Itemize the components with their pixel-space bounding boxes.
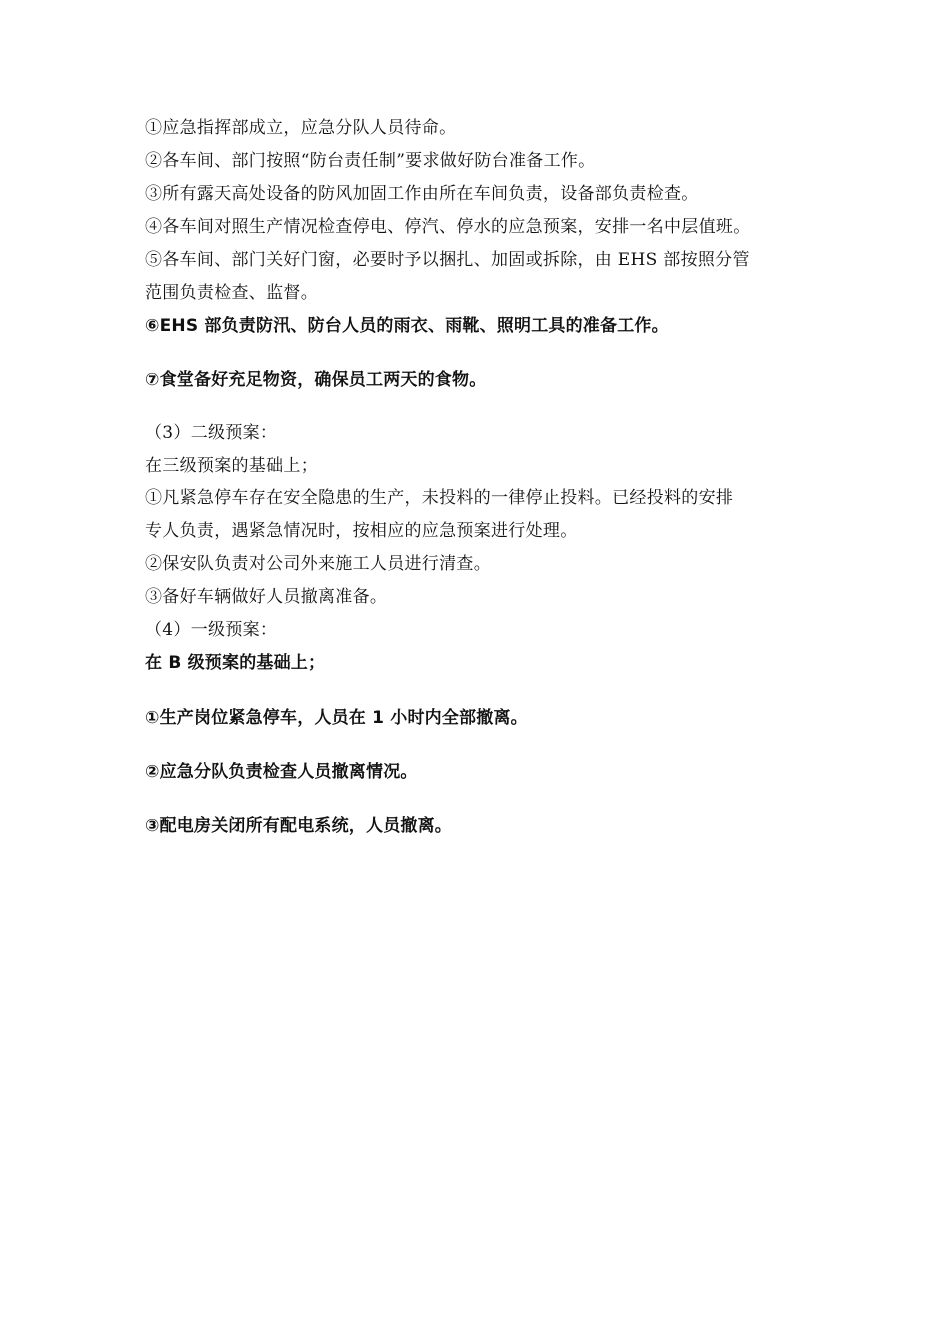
section-heading: （3）二级预案： xyxy=(145,423,278,443)
paragraph-line: ④各车间对照生产情况检查停电、停汽、停水的应急预案，安排一名中层值班。 xyxy=(145,217,751,237)
paragraph-line: ⑤各车间、部门关好门窗，必要时予以捆扎、加固或拆除，由 EHS 部按照分管 xyxy=(145,250,750,270)
paragraph-line: ⑦食堂备好充足物资，确保员工两天的食物。 xyxy=(145,370,487,390)
paragraph-line: ②应急分队负责检查人员撤离情况。 xyxy=(145,762,418,782)
paragraph-line: ①凡紧急停车存在安全隐患的生产，未投料的一律停止投料。已经投料的安排 xyxy=(145,488,734,508)
paragraph-line: ③配电房关闭所有配电系统，人员撤离。 xyxy=(145,816,452,836)
section-intro: 在三级预案的基础上； xyxy=(145,456,318,476)
paragraph-line: 范围负责检查、监督。 xyxy=(145,283,318,303)
paragraph-line: ②保安队负责对公司外来施工人员进行清查。 xyxy=(145,554,491,574)
paragraph-line: 专人负责，遇紧急情况时，按相应的应急预案进行处理。 xyxy=(145,521,578,541)
paragraph-line: ①生产岗位紧急停车，人员在 1 小时内全部撤离。 xyxy=(145,708,528,728)
section-heading: （4）一级预案： xyxy=(145,620,278,640)
paragraph-line: ⑥EHS 部负责防汛、防台人员的雨衣、雨靴、照明工具的准备工作。 xyxy=(145,316,669,336)
paragraph-line: ③所有露天高处设备的防风加固工作由所在车间负责，设备部负责检查。 xyxy=(145,184,699,204)
paragraph-line: ②各车间、部门按照“防台责任制”要求做好防台准备工作。 xyxy=(145,151,596,171)
paragraph-line: ③备好车辆做好人员撤离准备。 xyxy=(145,587,388,607)
section-intro: 在 B 级预案的基础上； xyxy=(145,653,326,673)
paragraph-line: ①应急指挥部成立，应急分队人员待命。 xyxy=(145,118,457,138)
